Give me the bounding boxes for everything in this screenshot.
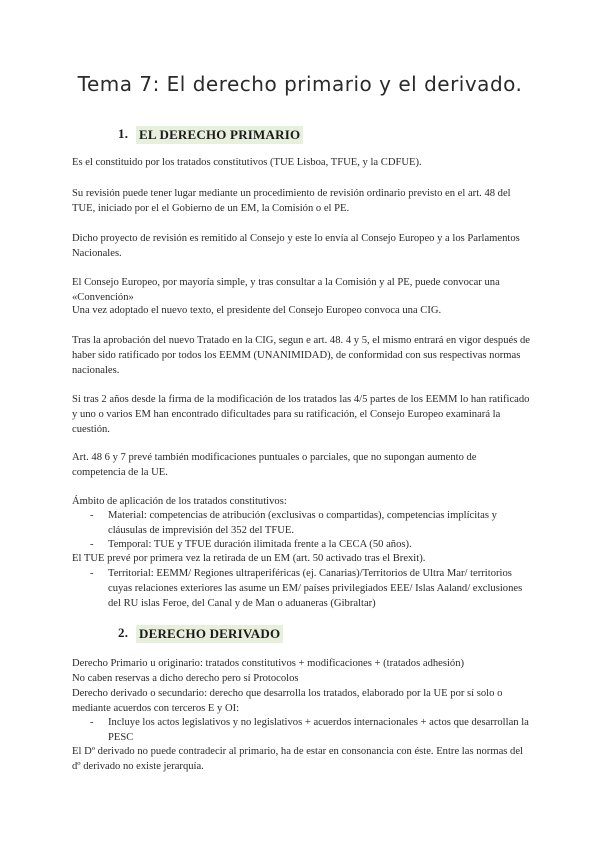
paragraph: Dicho proyecto de revisión es remitido al Consejo y este lo envía al Consejo Europeo y a los Parlamentos Nacionales.: [72, 233, 520, 259]
paragraph: El Consejo Europeo, por mayoría simple, y tras consultar a la Comisión y al PE, puede convocar una «Convención»: [72, 277, 500, 303]
paragraph: Tras la aprobación del nuevo Tratado en la CIG, segun e art. 48. 4 y 5, el mismo entrará en vigor después de haber sido ratificado por todos los EEMM (UNANIMIDAD), de conformidad con sus respectivas normas nacionales.: [72, 335, 530, 376]
paragraph: El TUE prevé por primera vez la retirada de un EM (art. 50 activado tras el Brexit).: [72, 553, 426, 564]
section-number: 2.: [118, 625, 129, 640]
list-item: [90, 715, 530, 745]
section-title: DERECHO DERIVADO: [136, 625, 283, 643]
paragraph: El Dº derivado no puede contradecir al primario, ha de estar en consonancia con éste. Entre las normas del dº derivado no existe jerarquía.: [72, 746, 523, 772]
section-number: 1.: [118, 126, 129, 141]
bullet-dash: -: [90, 539, 94, 550]
bullet-dash: -: [90, 568, 94, 579]
section-heading-derecho-primario: [93, 124, 309, 146]
paragraph: Art. 48 6 y 7 prevé también modificaciones puntuales o parciales, que no supongan aumento de competencia de la UE.: [72, 452, 477, 478]
paragraph: No caben reservas a dicho derecho pero sí Protocolos: [72, 673, 299, 684]
paragraph: Derecho derivado o secundario: derecho que desarrolla los tratados, elaborado por la UE por sí solo o mediante acuerdos con terceros E y OI:: [72, 688, 503, 714]
paragraph: Si tras 2 años desde la firma de la modificación de los tratados las 4/5 partes de los EEMM lo han ratificado y uno o varios EM han encontrado dificultades para su ratificación, el Consejo Europeo examinará la cuestión.: [72, 394, 530, 435]
paragraph: Su revisión puede tener lugar mediante un procedimiento de revisión ordinario previsto en el art. 48 del TUE, iniciado por el el Gobierno de un EM, la Comisión o el PE.: [72, 188, 511, 214]
list-item-text: Territorial: EEMM/ Regiones ultraperiféricas (ej. Canarias)/Territorios de Ultra Mar/ territorios cuyas relaciones exteriores las asume un EM/ países privilegiados EEE/ Islas Aaland/ exclusiones del RU islas Feroe, del Canal y de Man o aduaneras (Gibraltar): [108, 568, 523, 609]
list-item-text: Temporal: TUE y TFUE duración ilimitada frente a la CECA (50 años).: [108, 539, 412, 550]
list-item: [90, 566, 530, 611]
bullet-dash: -: [90, 510, 94, 521]
section-title: EL DERECHO PRIMARIO: [136, 126, 303, 144]
paragraph: Derecho Primario u originario: tratados constitutivos + modificaciones + (tratados adhesión): [72, 658, 465, 669]
document-title: Tema 7: El derecho primario y el derivado.: [77, 72, 523, 96]
paragraph: Ámbito de aplicación de los tratados constitutivos:: [72, 496, 287, 507]
paragraph: Es el constituido por los tratados constitutivos (TUE Lisboa, TFUE, y la CDFUE).: [72, 157, 422, 168]
list-item-text: Incluye los actos legislativos y no legislativos + acuerdos internacionales + actos que desarrollan la PESC: [108, 717, 529, 743]
list-item: [90, 537, 530, 552]
list-item: [90, 508, 530, 538]
section-heading-derecho-derivado: [93, 623, 289, 645]
list-item-text: Material: competencias de atribución (exclusivas o compartidas), competencias implícitas y cláusulas de imprevisión del 352 del TFUE.: [108, 510, 497, 536]
bullet-dash: -: [90, 717, 94, 728]
paragraph: Una vez adoptado el nuevo texto, el presidente del Consejo Europeo convoca una CIG.: [72, 305, 442, 316]
